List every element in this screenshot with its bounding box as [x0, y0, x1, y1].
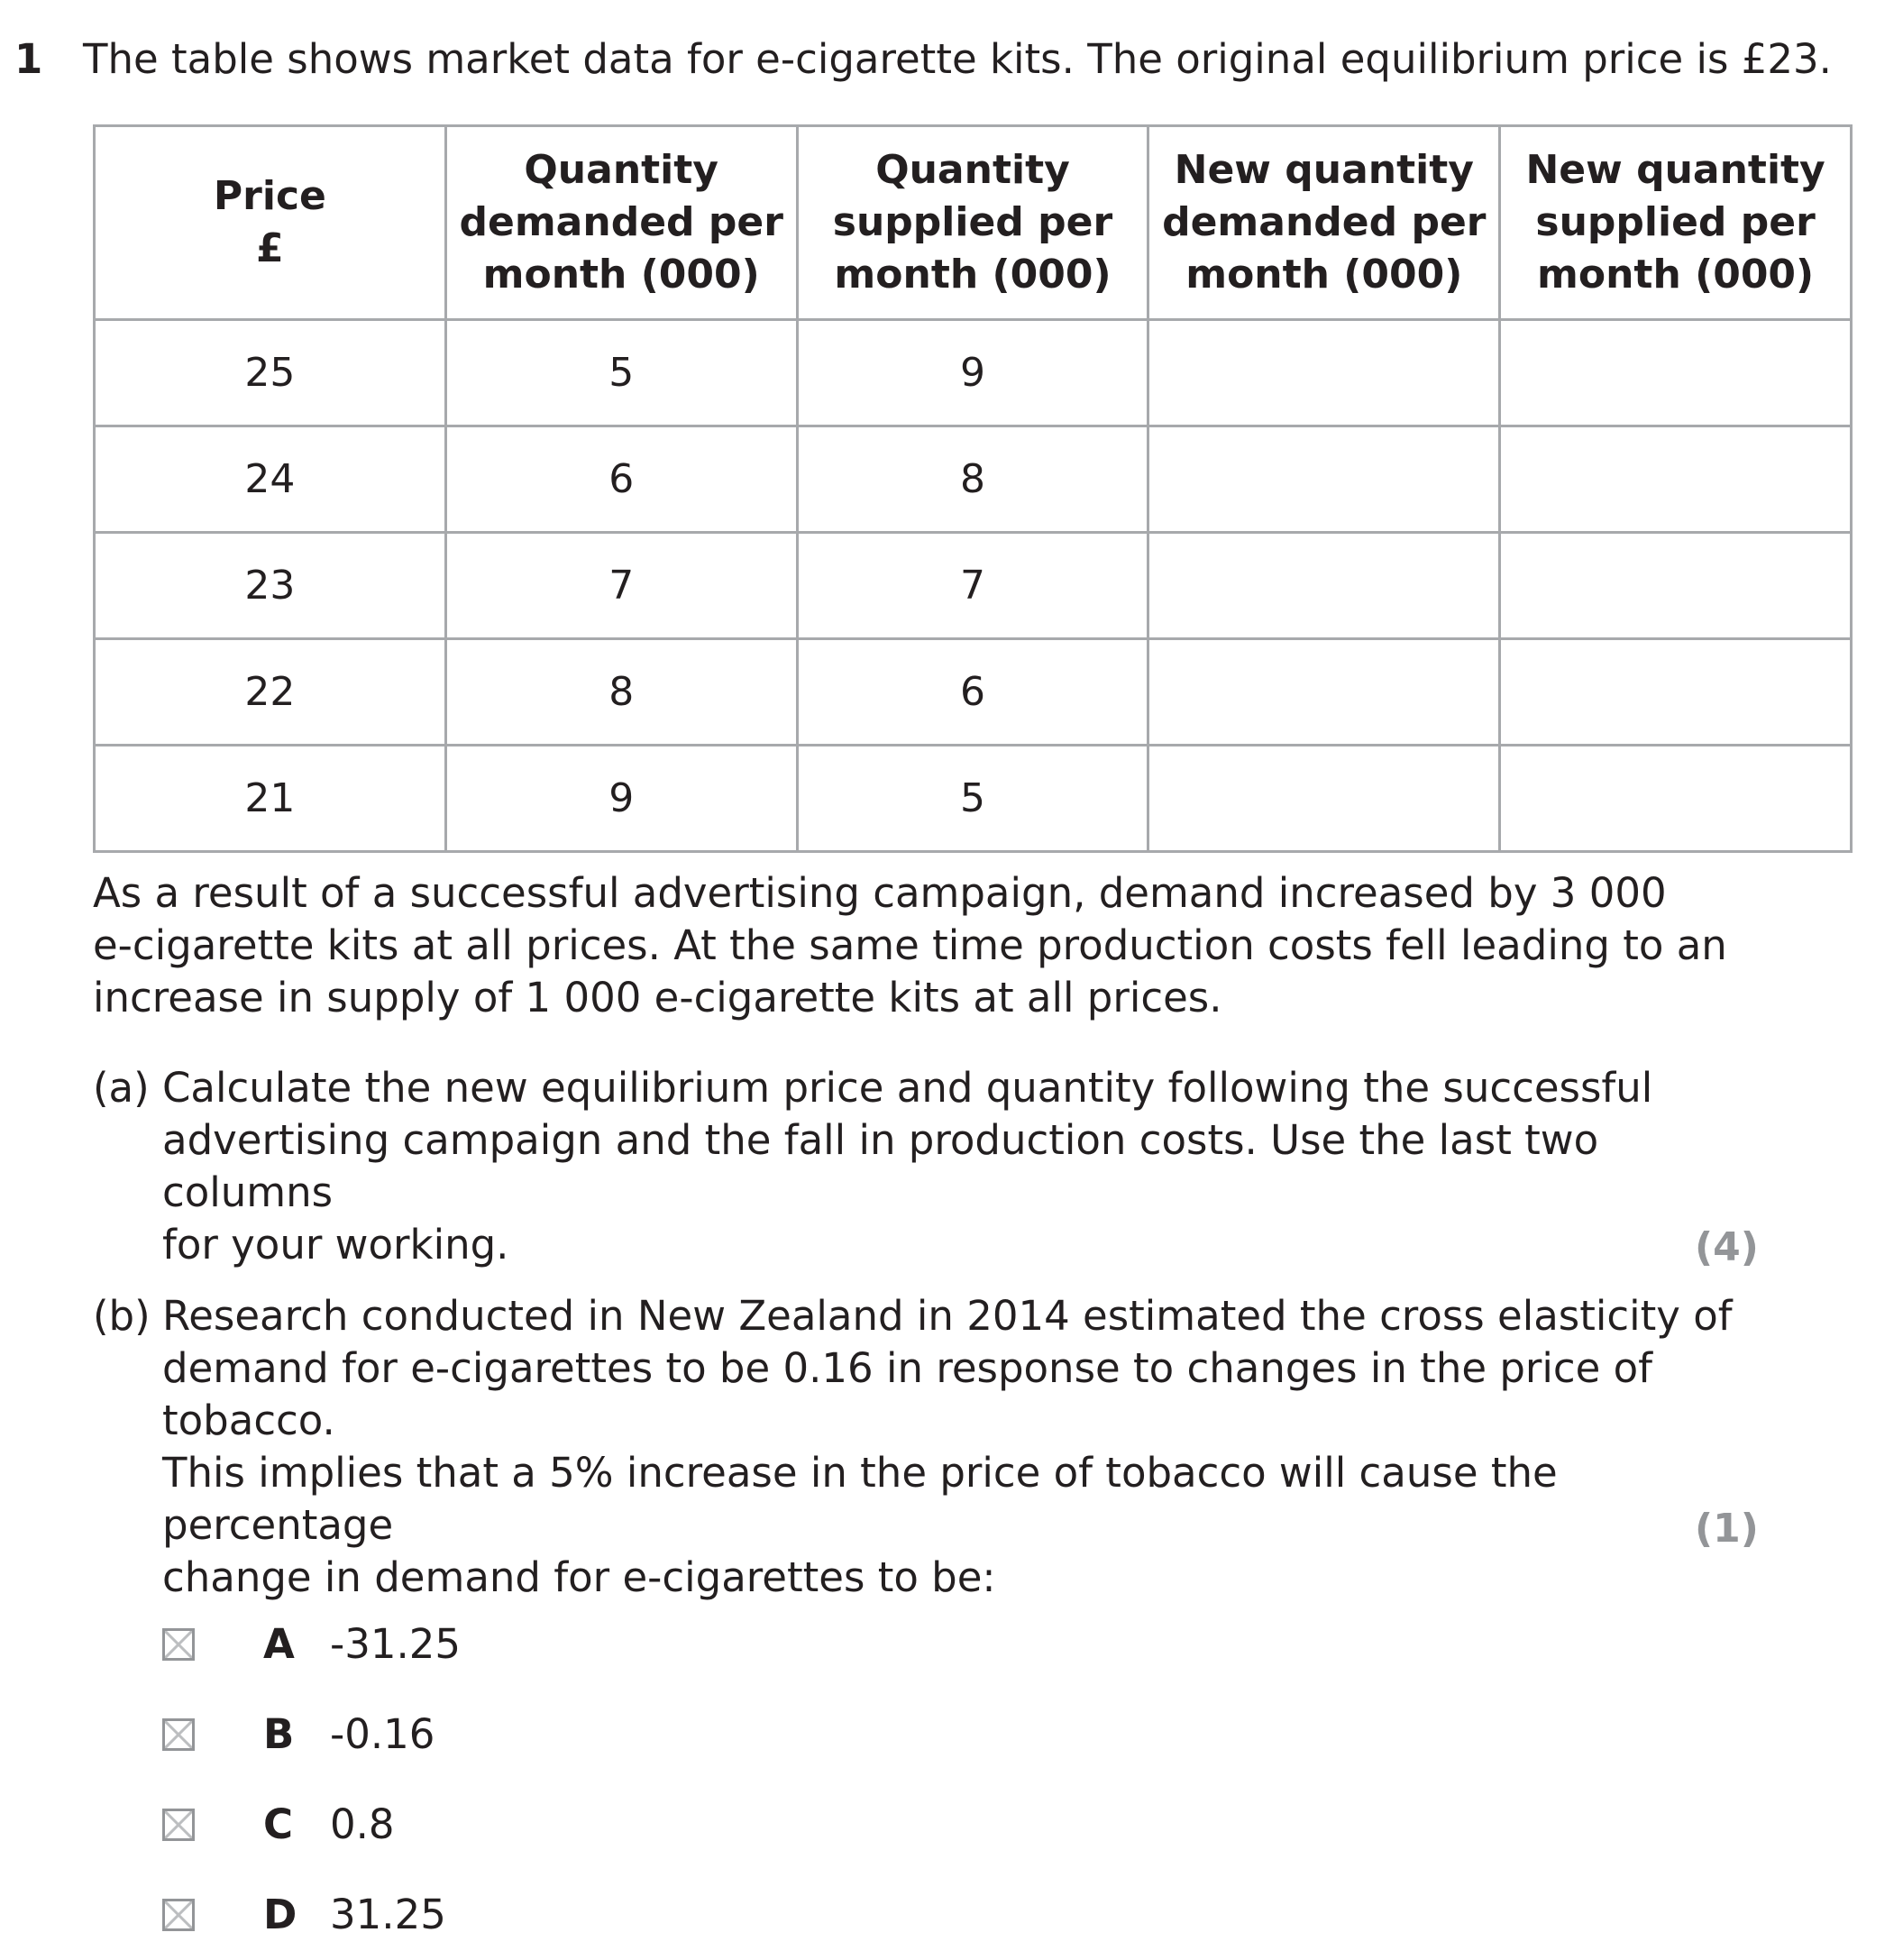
option-a[interactable] [162, 1617, 462, 1671]
new-quantity-demanded-cell[interactable] [1148, 639, 1500, 746]
option-letter: D [263, 1891, 297, 1938]
part-b-marks: (1) [1695, 1506, 1759, 1552]
header-line: £ [256, 225, 284, 271]
table-row [95, 426, 1852, 533]
option-d[interactable] [162, 1888, 446, 1942]
header-new-quantity-supplied [1500, 126, 1852, 320]
new-quantity-demanded-cell[interactable] [1148, 746, 1500, 852]
quantity-supplied-cell: 8 [797, 426, 1148, 533]
part-b-label: (b) [93, 1292, 151, 1340]
text-line: This implies that a 5% increase in the price of tobacco will cause the percentage [162, 1449, 1558, 1549]
quantity-supplied-cell: 5 [797, 746, 1148, 852]
header-line: demanded per [1162, 199, 1487, 245]
text-line: advertising campaign and the fall in production costs. Use the last two columns [162, 1116, 1599, 1216]
option-letter: B [263, 1710, 295, 1758]
option-value: -31.25 [330, 1620, 462, 1668]
part-a-question [162, 1062, 1713, 1271]
price-cell: 21 [95, 746, 446, 852]
quantity-demanded-cell: 9 [445, 746, 797, 852]
header-line: supplied per [1535, 199, 1816, 245]
header-line: Price [213, 173, 326, 219]
checkbox-icon[interactable] [162, 1628, 195, 1661]
table-row [95, 320, 1852, 426]
price-cell: 22 [95, 639, 446, 746]
quantity-demanded-cell: 5 [445, 320, 797, 426]
header-line: demanded per [459, 199, 783, 245]
new-quantity-supplied-cell[interactable] [1500, 426, 1852, 533]
text-line: increase in supply of 1 000 e-cigarette kits at all prices. [93, 974, 1222, 1021]
question-number: 1 [14, 35, 43, 83]
header-quantity-supplied [797, 126, 1148, 320]
header-line: supplied per [832, 199, 1113, 245]
price-cell: 24 [95, 426, 446, 533]
price-cell: 25 [95, 320, 446, 426]
new-quantity-supplied-cell[interactable] [1500, 639, 1852, 746]
header-line: month (000) [1537, 252, 1815, 298]
quantity-supplied-cell: 9 [797, 320, 1148, 426]
scenario-paragraph [93, 867, 1806, 1024]
new-quantity-supplied-cell[interactable] [1500, 320, 1852, 426]
quantity-demanded-cell: 6 [445, 426, 797, 533]
header-line: New quantity [1174, 147, 1474, 193]
table-row [95, 533, 1852, 639]
header-quantity-demanded [445, 126, 797, 320]
quantity-supplied-cell: 7 [797, 533, 1148, 639]
part-b-question [162, 1290, 1749, 1604]
option-value: -0.16 [330, 1710, 435, 1758]
text-line: e-cigarette kits at all prices. At the same time production costs fell leading to an [93, 921, 1727, 969]
text-line: Calculate the new equilibrium price and quantity following the successful [162, 1064, 1653, 1112]
question-intro: The table shows market data for e-cigarette kits. The original equilibrium price is £23. [83, 35, 1832, 83]
quantity-demanded-cell: 7 [445, 533, 797, 639]
header-line: month (000) [1185, 252, 1463, 298]
quantity-supplied-cell: 6 [797, 639, 1148, 746]
option-value: 0.8 [330, 1800, 395, 1848]
text-line: demand for e-cigarettes to be 0.16 in response to changes in the price of tobacco. [162, 1344, 1653, 1444]
header-line: Quantity [524, 147, 718, 193]
part-a-marks: (4) [1695, 1224, 1759, 1270]
option-letter: C [263, 1800, 294, 1848]
new-quantity-demanded-cell[interactable] [1148, 426, 1500, 533]
new-quantity-supplied-cell[interactable] [1500, 746, 1852, 852]
new-quantity-demanded-cell[interactable] [1148, 533, 1500, 639]
header-line: month (000) [482, 252, 760, 298]
checkbox-icon[interactable] [162, 1809, 195, 1841]
header-line: New quantity [1525, 147, 1825, 193]
header-price [95, 126, 446, 320]
market-data-table [93, 124, 1853, 853]
checkbox-icon[interactable] [162, 1718, 195, 1751]
option-letter: A [263, 1620, 295, 1668]
text-line: As a result of a successful advertising campaign, demand increased by 3 000 [93, 869, 1667, 917]
option-c[interactable] [162, 1798, 395, 1852]
quantity-demanded-cell: 8 [445, 639, 797, 746]
header-new-quantity-demanded [1148, 126, 1500, 320]
new-quantity-demanded-cell[interactable] [1148, 320, 1500, 426]
new-quantity-supplied-cell[interactable] [1500, 533, 1852, 639]
part-a-label: (a) [93, 1064, 150, 1112]
table-header-row [95, 126, 1852, 320]
table-row [95, 746, 1852, 852]
table-row [95, 639, 1852, 746]
price-cell: 23 [95, 533, 446, 639]
header-line: month (000) [834, 252, 1112, 298]
header-line: Quantity [875, 147, 1070, 193]
option-value: 31.25 [330, 1891, 446, 1938]
option-b[interactable] [162, 1708, 435, 1762]
text-line: change in demand for e-cigarettes to be: [162, 1553, 996, 1601]
checkbox-icon[interactable] [162, 1899, 195, 1931]
text-line: for your working. [162, 1221, 509, 1269]
text-line: Research conducted in New Zealand in 2014 estimated the cross elasticity of [162, 1292, 1733, 1340]
